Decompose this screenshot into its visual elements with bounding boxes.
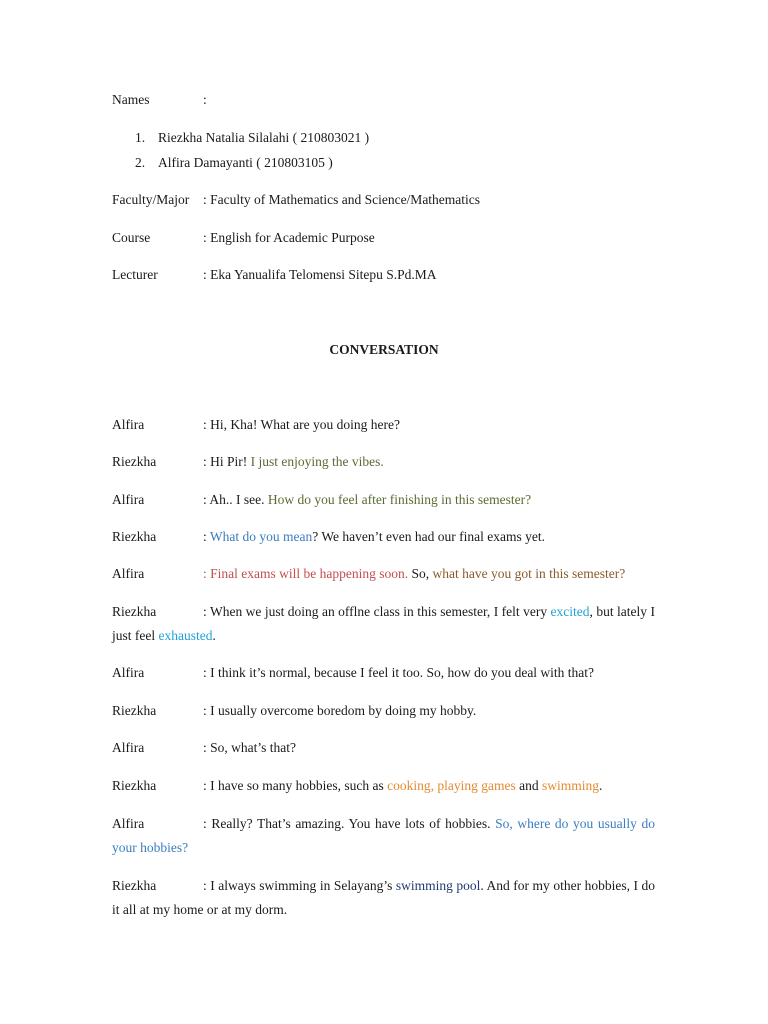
- member-name: Riezkha Natalia Silalahi ( 210803021 ): [158, 130, 370, 145]
- dialogue-line: [112, 665, 594, 681]
- highlighted-phrase: : Final exams will be happening soon.: [203, 566, 409, 581]
- dialogue-paragraph: [112, 812, 655, 860]
- dialogue-text: : When we just doing an offlne class in this semester, I felt very: [203, 604, 551, 619]
- page-title: CONVERSATION: [329, 342, 439, 357]
- dialogue-text: : Hi Pir!: [203, 454, 251, 469]
- dialogue-text: : I usually overcome boredom by doing my hobby.: [203, 703, 477, 718]
- course-row: [112, 230, 375, 246]
- dialogue-text: : I have so many hobbies, such as: [203, 778, 388, 793]
- lecturer-label: Lecturer: [112, 267, 158, 282]
- speaker-name: Riezkha: [112, 703, 157, 718]
- dialogue-text: and: [515, 778, 542, 793]
- names-label: Names: [112, 92, 150, 107]
- lecturer-value: : Eka Yanualifa Telomensi Sitepu S.Pd.MA: [203, 267, 437, 282]
- dialogue-paragraph: [112, 600, 655, 648]
- dialogue-line: [112, 778, 602, 794]
- highlighted-phrase: I just enjoying the vibes.: [250, 454, 384, 469]
- dialogue-text: :: [203, 529, 210, 544]
- speaker-name: Riezkha: [112, 778, 157, 793]
- speaker-name: Alfira: [112, 492, 145, 507]
- dialogue-text: , but lately I just feel: [112, 604, 655, 643]
- dialogue-line: [112, 566, 625, 582]
- highlighted-phrase: swimming pool: [395, 878, 481, 893]
- dialogue-text: : Hi, Kha! What are you doing here?: [203, 417, 400, 432]
- highlighted-word: swimming: [541, 778, 599, 793]
- member-number: 1.: [135, 130, 146, 145]
- speaker-name: Riezkha: [112, 529, 157, 544]
- names-row: [112, 92, 207, 108]
- dialogue-line: [112, 529, 545, 545]
- course-value: : English for Academic Purpose: [203, 230, 375, 245]
- dialogue-line: [112, 492, 531, 508]
- speaker-name: Riezkha: [112, 878, 157, 893]
- dialogue-text: : I think it’s normal, because I feel it too. So, how do you deal with that?: [203, 665, 595, 680]
- dialogue-text: .: [598, 778, 603, 793]
- speaker-name: Alfira: [112, 740, 145, 755]
- speaker-name: Riezkha: [112, 604, 157, 619]
- faculty-value: : Faculty of Mathematics and Science/Mathematics: [203, 192, 481, 207]
- highlighted-phrase: So, where do you usually do your hobbies?: [112, 816, 656, 855]
- dialogue-text: : Really? That’s amazing. You have lots of hobbies.: [203, 816, 496, 831]
- member-name: Alfira Damayanti ( 210803105 ): [158, 155, 333, 170]
- member-item: [135, 130, 369, 146]
- speaker-name: Alfira: [112, 566, 145, 581]
- dialogue-text: So,: [408, 566, 433, 581]
- dialogue-text: : Ah.. I see.: [203, 492, 268, 507]
- course-label: Course: [112, 230, 151, 245]
- speaker-name: Alfira: [112, 417, 145, 432]
- speaker-name: Alfira: [112, 816, 145, 831]
- member-item: [135, 155, 333, 171]
- dialogue-text: : So, what’s that?: [203, 740, 296, 755]
- dialogue-line: [112, 417, 400, 433]
- highlighted-word: excited: [550, 604, 590, 619]
- faculty-row: [112, 192, 480, 208]
- faculty-label: Faculty/Major: [112, 192, 190, 207]
- dialogue-line: [112, 703, 476, 719]
- highlighted-phrase: what have you got in this semester?: [432, 566, 626, 581]
- dialogue-line: [112, 740, 296, 756]
- highlighted-word: exhausted: [158, 628, 213, 643]
- highlighted-phrase: cooking, playing games: [387, 778, 516, 793]
- highlighted-phrase: What do you mean: [209, 529, 313, 544]
- speaker-name: Riezkha: [112, 454, 157, 469]
- lecturer-row: [112, 267, 437, 283]
- highlighted-phrase: How do you feel after finishing in this semester?: [267, 492, 532, 507]
- dialogue-text: ? We haven’t even had our final exams yet.: [312, 529, 545, 544]
- dialogue-text: . And for my other hobbies, I do it all at my home or at my dorm.: [112, 878, 655, 917]
- speaker-name: Alfira: [112, 665, 145, 680]
- dialogue-line: [112, 454, 384, 470]
- dialogue-paragraph: [112, 874, 655, 922]
- member-number: 2.: [135, 155, 146, 170]
- names-colon: :: [203, 92, 207, 107]
- dialogue-text: .: [212, 628, 216, 643]
- dialogue-text: : I always swimming in Selayang’s: [203, 878, 396, 893]
